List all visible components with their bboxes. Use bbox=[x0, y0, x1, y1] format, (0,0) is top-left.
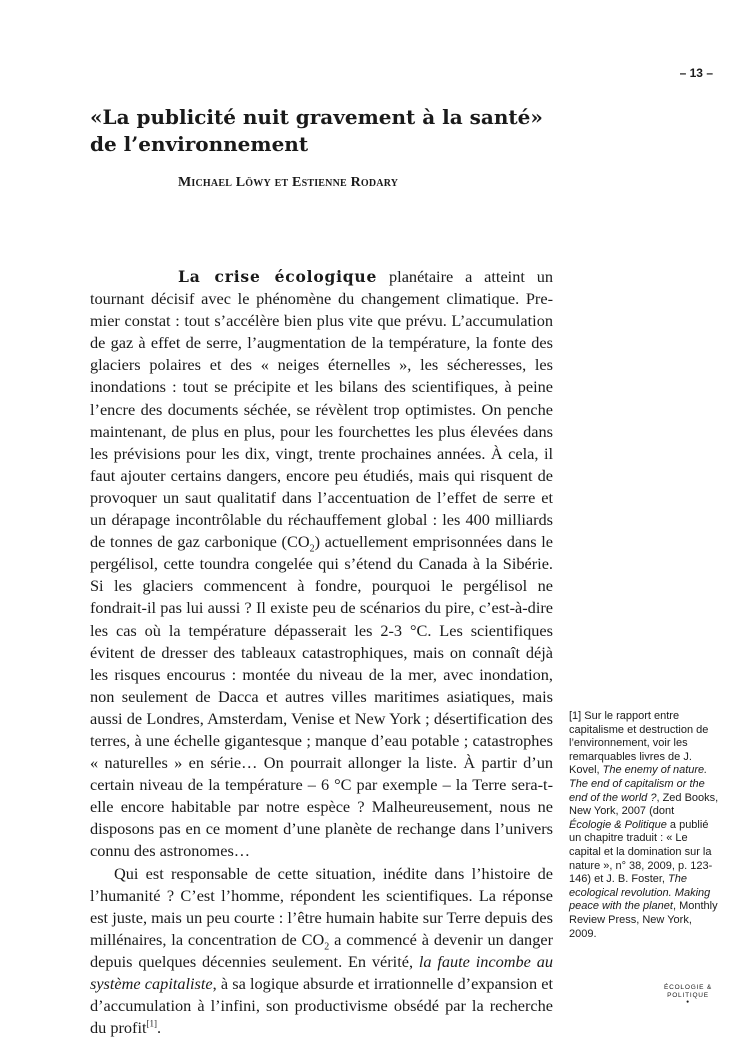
journal-logo bbox=[662, 984, 714, 1005]
co2-subscript: 2 bbox=[324, 941, 330, 953]
page-number: – 13 – bbox=[679, 66, 713, 80]
co2-subscript: 2 bbox=[309, 543, 315, 555]
journal-logo-line-2: POLITIQUE bbox=[667, 992, 709, 999]
footnote-book-title: The enemy of nature. The end of capitalism or the end of the world ? bbox=[569, 764, 708, 804]
footnote-text: a publié un chapitre traduit : « Le capital et la domination sur la nature », n° 38, 2009, p. 123-146) et J. B. Foster, bbox=[569, 818, 713, 886]
article-title: «La publicité nuit gravement à la santé» de l’environnement bbox=[90, 105, 543, 156]
paragraph-1-text-b: ) actuellement emprisonnées dans le pergélisol, cette toundra congelée qui s’étend du Canada à la Sibérie. Si les glaciers commencent à fondre, pourquoi le pergélisol ne fondrait-il pas lui aussi ? Il existe peu de scénarios du pire, c’est-à-dire les cas où la température dépasserait les 2-3 °C. Les scientifiques évitent de dresser des tableaux catastrophiques, mais on connaît déjà les risques encourus : montée du niveau de la mer, avec inondation, non seulement de Dacca et autres villes maritimes asiatiques, mais aussi de Londres, Amsterdam, Venise et New York ; désertification des terres, à une échelle gigantesque ; manque d’eau potable ; catastrophes « naturelles » en série… On pourrait allonger la liste. À partir d’un certain niveau de la température – 6 °C par exemple – la Terre sera-t-elle encore habitable par notre espèce ? Malheureusement, nous ne disposons pas en ce moment d’une planète de rechange dans l’univers connu des astronomes… bbox=[90, 532, 553, 861]
footnote-reference[interactable]: [1] bbox=[146, 1018, 158, 1029]
footnote-text: , Monthly Review Press, New York, 2009. bbox=[569, 900, 718, 940]
paragraph-2 bbox=[90, 863, 553, 1039]
footnote-text: [1] Sur le rapport entre capitalisme et destruction de l’environnement, voir les remarquables livres de J. Kovel, bbox=[569, 710, 709, 777]
article-authors: Michael Löwy et Estienne Rodary bbox=[178, 175, 399, 190]
logo-dot-icon: ● bbox=[686, 999, 690, 1005]
footnote-journal-title: Écologie & Politique bbox=[569, 818, 667, 831]
paragraph-2-text-a: Qui est responsable de cette situation, inédite dans l’histoire de l’humanité ? C’est l’homme, répondent les scientifiques. La réponse est juste, mais un peu courte : l’être humain habite sur Terre depuis des millénaires, la concentration de CO bbox=[90, 863, 553, 949]
paragraph-2-text-c: , à sa logique absurde et irrationnelle d’expansion et d’accumulation à l’infini, son productivisme obsédé par la recherche du profit bbox=[90, 974, 554, 1038]
journal-logo-line-1: ÉCOLOGIE & bbox=[663, 984, 713, 991]
footnote-1 bbox=[569, 710, 719, 941]
footnote-book-title: The ecological revolution. Making peace with the planet bbox=[569, 873, 711, 913]
paragraph-2-end: . bbox=[157, 1018, 162, 1038]
lead-in: La crise écologique bbox=[178, 267, 378, 286]
footnote-text: , Zed Books, New York, 2007 (dont bbox=[569, 791, 719, 818]
paragraph-1 bbox=[90, 266, 553, 863]
paragraph-1-text-a: planétaire a atteint un tournant décisif avec le phénomène du changement climatique. Premier constat : tout s’accélère bien plus vite que prévu. L’accumulation de gaz à effet de serre, l’augmentation de la température, la fonte des glaciers polaires et des « neiges éternelles », les sécheresses, les inondations : tout se précipite et les bilans des scientifiques, à peine l’encre des documents séchée, se révèlent trop optimistes. On penche maintenant, de plus en plus, pour les fourchettes les plus élevées dans les prévisions pour les dix, vingt, trente prochaines années. À cela, il faut ajouter certains dangers, encore peu étudiés, mais qui risquent de provoquer un saut qualitatif dans l’accentuation de l’effet de serre et un dérapage incontrôlable du réchauffement global : les 400 milliards de tonnes de gaz carbonique (CO bbox=[90, 267, 554, 552]
paragraph-2-emphasis: la faute incombe au système capitaliste bbox=[90, 951, 553, 993]
paragraph-2-text-b: a commencé à devenir un danger depuis quelques décennies seulement. En vérité, bbox=[90, 929, 553, 971]
article-body bbox=[90, 266, 553, 1039]
